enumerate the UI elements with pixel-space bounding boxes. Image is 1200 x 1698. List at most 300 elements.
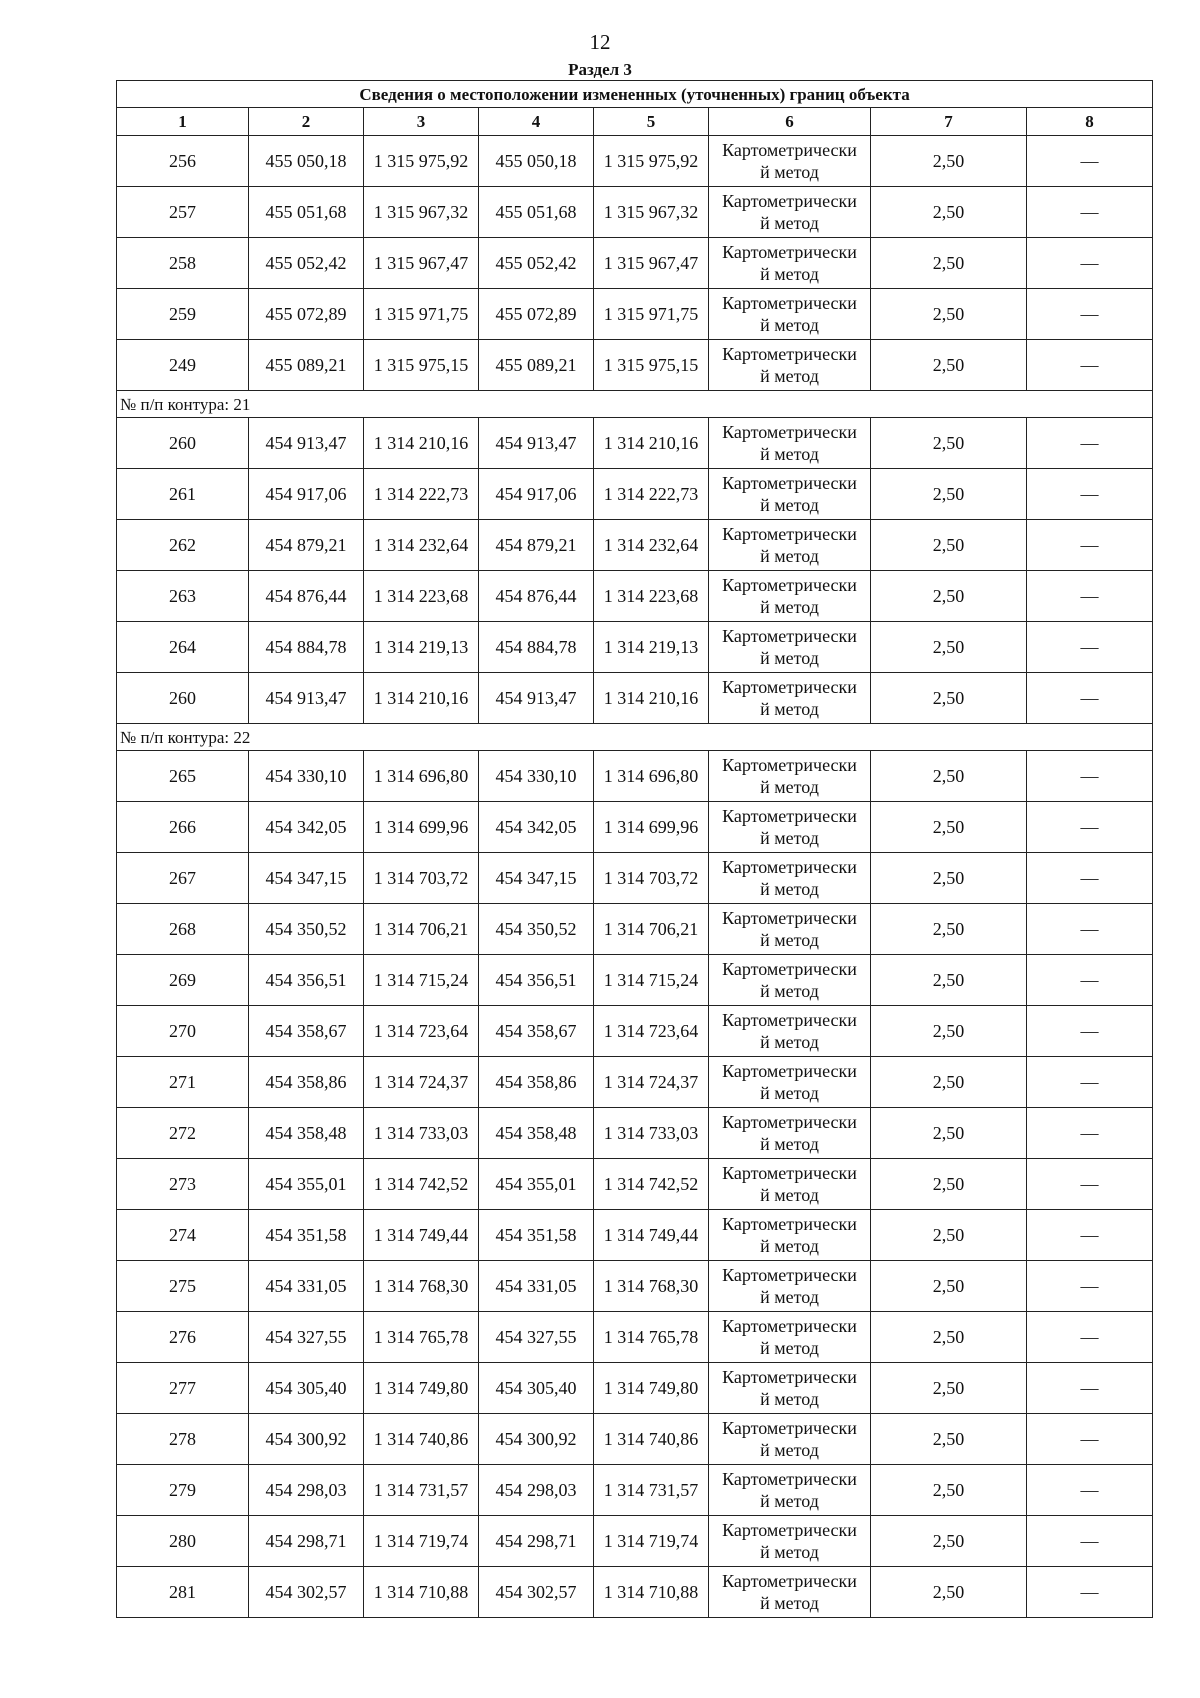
table-row <box>117 469 1153 520</box>
method-line-2: й метод <box>760 930 819 950</box>
point-number: 277 <box>117 1363 249 1414</box>
dash-cell: — <box>1027 238 1153 289</box>
method-line-2: й метод <box>760 366 819 386</box>
method-cell <box>709 1006 871 1057</box>
x-coordinate-new: 454 327,55 <box>479 1312 594 1363</box>
x-coordinate-old: 454 347,15 <box>249 853 364 904</box>
y-coordinate-new: 1 314 740,86 <box>594 1414 709 1465</box>
method-line-2: й метод <box>760 1440 819 1460</box>
dash-cell: — <box>1027 1567 1153 1618</box>
x-coordinate-new: 454 331,05 <box>479 1261 594 1312</box>
method-cell <box>709 1414 871 1465</box>
x-coordinate-new: 454 351,58 <box>479 1210 594 1261</box>
precision-cell: 2,50 <box>871 1159 1027 1210</box>
point-number: 260 <box>117 418 249 469</box>
point-number: 279 <box>117 1465 249 1516</box>
precision-cell: 2,50 <box>871 1567 1027 1618</box>
table-row <box>117 1006 1153 1057</box>
x-coordinate-new: 454 879,21 <box>479 520 594 571</box>
column-number: 6 <box>709 108 871 136</box>
x-coordinate-old: 454 350,52 <box>249 904 364 955</box>
method-cell <box>709 1363 871 1414</box>
method-cell <box>709 1567 871 1618</box>
contour-header-row <box>117 724 1153 751</box>
x-coordinate-new: 454 300,92 <box>479 1414 594 1465</box>
dash-cell: — <box>1027 1465 1153 1516</box>
x-coordinate-new: 454 913,47 <box>479 673 594 724</box>
method-cell <box>709 955 871 1006</box>
precision-cell: 2,50 <box>871 955 1027 1006</box>
point-number: 280 <box>117 1516 249 1567</box>
precision-cell: 2,50 <box>871 904 1027 955</box>
table-row <box>117 289 1153 340</box>
contour-label: № п/п контура: 22 <box>117 724 1153 751</box>
dash-cell: — <box>1027 802 1153 853</box>
table-caption: Сведения о местоположении измененных (уточненных) границ объекта <box>117 81 1153 108</box>
point-number: 269 <box>117 955 249 1006</box>
method-cell <box>709 238 871 289</box>
point-number: 257 <box>117 187 249 238</box>
y-coordinate-old: 1 315 971,75 <box>364 289 479 340</box>
dash-cell: — <box>1027 418 1153 469</box>
table-row <box>117 340 1153 391</box>
column-number: 1 <box>117 108 249 136</box>
y-coordinate-old: 1 314 724,37 <box>364 1057 479 1108</box>
precision-cell: 2,50 <box>871 289 1027 340</box>
y-coordinate-new: 1 314 222,73 <box>594 469 709 520</box>
method-line-2: й метод <box>760 699 819 719</box>
dash-cell: — <box>1027 1108 1153 1159</box>
precision-cell: 2,50 <box>871 187 1027 238</box>
method-cell <box>709 751 871 802</box>
y-coordinate-new: 1 314 703,72 <box>594 853 709 904</box>
method-line-2: й метод <box>760 1491 819 1511</box>
y-coordinate-old: 1 314 723,64 <box>364 1006 479 1057</box>
method-line-1: Картометрически <box>722 1367 857 1387</box>
method-cell <box>709 187 871 238</box>
point-number: 272 <box>117 1108 249 1159</box>
point-number: 276 <box>117 1312 249 1363</box>
method-line-1: Картометрически <box>722 908 857 928</box>
y-coordinate-new: 1 314 706,21 <box>594 904 709 955</box>
x-coordinate-old: 454 298,71 <box>249 1516 364 1567</box>
x-coordinate-new: 454 884,78 <box>479 622 594 673</box>
method-cell <box>709 1159 871 1210</box>
x-coordinate-new: 455 050,18 <box>479 136 594 187</box>
y-coordinate-new: 1 314 232,64 <box>594 520 709 571</box>
coordinates-table <box>116 80 1153 1618</box>
y-coordinate-new: 1 315 967,47 <box>594 238 709 289</box>
precision-cell: 2,50 <box>871 853 1027 904</box>
x-coordinate-old: 454 300,92 <box>249 1414 364 1465</box>
point-number: 278 <box>117 1414 249 1465</box>
dash-cell: — <box>1027 853 1153 904</box>
method-line-1: Картометрически <box>722 575 857 595</box>
table-row <box>117 955 1153 1006</box>
method-cell <box>709 1108 871 1159</box>
method-cell <box>709 1312 871 1363</box>
precision-cell: 2,50 <box>871 1057 1027 1108</box>
y-coordinate-new: 1 314 749,44 <box>594 1210 709 1261</box>
x-coordinate-old: 454 884,78 <box>249 622 364 673</box>
method-line-1: Картометрически <box>722 959 857 979</box>
method-line-2: й метод <box>760 1542 819 1562</box>
precision-cell: 2,50 <box>871 1414 1027 1465</box>
x-coordinate-new: 454 355,01 <box>479 1159 594 1210</box>
table-row <box>117 1159 1153 1210</box>
precision-cell: 2,50 <box>871 571 1027 622</box>
precision-cell: 2,50 <box>871 1108 1027 1159</box>
y-coordinate-old: 1 314 232,64 <box>364 520 479 571</box>
precision-cell: 2,50 <box>871 622 1027 673</box>
method-line-2: й метод <box>760 597 819 617</box>
precision-cell: 2,50 <box>871 340 1027 391</box>
dash-cell: — <box>1027 955 1153 1006</box>
contour-header-row <box>117 391 1153 418</box>
x-coordinate-old: 454 876,44 <box>249 571 364 622</box>
table-row <box>117 751 1153 802</box>
y-coordinate-new: 1 314 710,88 <box>594 1567 709 1618</box>
dash-cell: — <box>1027 469 1153 520</box>
section-title: Раздел 3 <box>568 60 632 79</box>
method-line-1: Картометрически <box>722 1316 857 1336</box>
y-coordinate-old: 1 315 975,92 <box>364 136 479 187</box>
point-number: 258 <box>117 238 249 289</box>
method-line-1: Картометрически <box>722 1469 857 1489</box>
table-row <box>117 1210 1153 1261</box>
x-coordinate-new: 454 305,40 <box>479 1363 594 1414</box>
x-coordinate-new: 454 913,47 <box>479 418 594 469</box>
method-line-2: й метод <box>760 648 819 668</box>
x-coordinate-old: 454 305,40 <box>249 1363 364 1414</box>
table-row <box>117 1465 1153 1516</box>
point-number: 270 <box>117 1006 249 1057</box>
column-number: 3 <box>364 108 479 136</box>
table-row <box>117 1567 1153 1618</box>
table-row <box>117 1414 1153 1465</box>
x-coordinate-old: 455 050,18 <box>249 136 364 187</box>
method-line-2: й метод <box>760 1032 819 1052</box>
method-line-1: Картометрически <box>722 1418 857 1438</box>
x-coordinate-old: 454 356,51 <box>249 955 364 1006</box>
method-line-1: Картометрически <box>722 755 857 775</box>
table-row <box>117 1108 1153 1159</box>
table-row <box>117 802 1153 853</box>
page-number: 12 <box>589 30 611 54</box>
method-line-1: Картометрически <box>722 1571 857 1591</box>
y-coordinate-new: 1 314 696,80 <box>594 751 709 802</box>
point-number: 263 <box>117 571 249 622</box>
table-row <box>117 904 1153 955</box>
x-coordinate-old: 454 358,48 <box>249 1108 364 1159</box>
y-coordinate-old: 1 314 210,16 <box>364 673 479 724</box>
point-number: 249 <box>117 340 249 391</box>
y-coordinate-old: 1 314 715,24 <box>364 955 479 1006</box>
method-line-2: й метод <box>760 264 819 284</box>
x-coordinate-old: 454 913,47 <box>249 418 364 469</box>
y-coordinate-old: 1 314 768,30 <box>364 1261 479 1312</box>
precision-cell: 2,50 <box>871 1363 1027 1414</box>
table-row <box>117 1516 1153 1567</box>
precision-cell: 2,50 <box>871 1006 1027 1057</box>
dash-cell: — <box>1027 751 1153 802</box>
y-coordinate-new: 1 314 742,52 <box>594 1159 709 1210</box>
x-coordinate-old: 454 298,03 <box>249 1465 364 1516</box>
dash-cell: — <box>1027 1006 1153 1057</box>
method-line-1: Картометрически <box>722 1112 857 1132</box>
y-coordinate-old: 1 315 975,15 <box>364 340 479 391</box>
y-coordinate-old: 1 314 223,68 <box>364 571 479 622</box>
precision-cell: 2,50 <box>871 1465 1027 1516</box>
y-coordinate-new: 1 315 967,32 <box>594 187 709 238</box>
precision-cell: 2,50 <box>871 136 1027 187</box>
x-coordinate-old: 454 879,21 <box>249 520 364 571</box>
method-cell <box>709 1465 871 1516</box>
x-coordinate-new: 454 347,15 <box>479 853 594 904</box>
x-coordinate-new: 454 917,06 <box>479 469 594 520</box>
method-cell <box>709 853 871 904</box>
x-coordinate-new: 454 330,10 <box>479 751 594 802</box>
method-cell <box>709 136 871 187</box>
y-coordinate-old: 1 314 219,13 <box>364 622 479 673</box>
method-line-2: й метод <box>760 1287 819 1307</box>
point-number: 264 <box>117 622 249 673</box>
table-row <box>117 520 1153 571</box>
precision-cell: 2,50 <box>871 238 1027 289</box>
method-line-2: й метод <box>760 1083 819 1103</box>
table-body <box>117 136 1153 1618</box>
x-coordinate-new: 454 350,52 <box>479 904 594 955</box>
x-coordinate-old: 454 331,05 <box>249 1261 364 1312</box>
method-line-2: й метод <box>760 828 819 848</box>
y-coordinate-new: 1 314 210,16 <box>594 673 709 724</box>
x-coordinate-new: 455 089,21 <box>479 340 594 391</box>
x-coordinate-old: 455 052,42 <box>249 238 364 289</box>
method-line-1: Картометрически <box>722 473 857 493</box>
x-coordinate-old: 454 917,06 <box>249 469 364 520</box>
x-coordinate-new: 455 052,42 <box>479 238 594 289</box>
x-coordinate-new: 454 298,71 <box>479 1516 594 1567</box>
method-line-1: Картометрически <box>722 806 857 826</box>
y-coordinate-old: 1 315 967,32 <box>364 187 479 238</box>
y-coordinate-old: 1 314 222,73 <box>364 469 479 520</box>
point-number: 261 <box>117 469 249 520</box>
table-row <box>117 673 1153 724</box>
y-coordinate-old: 1 314 706,21 <box>364 904 479 955</box>
dash-cell: — <box>1027 1210 1153 1261</box>
column-number: 8 <box>1027 108 1153 136</box>
y-coordinate-old: 1 314 749,80 <box>364 1363 479 1414</box>
point-number: 268 <box>117 904 249 955</box>
dash-cell: — <box>1027 340 1153 391</box>
x-coordinate-old: 454 330,10 <box>249 751 364 802</box>
method-line-2: й метод <box>760 444 819 464</box>
y-coordinate-old: 1 314 733,03 <box>364 1108 479 1159</box>
y-coordinate-old: 1 314 740,86 <box>364 1414 479 1465</box>
precision-cell: 2,50 <box>871 751 1027 802</box>
method-line-2: й метод <box>760 162 819 182</box>
y-coordinate-old: 1 314 731,57 <box>364 1465 479 1516</box>
method-line-1: Картометрически <box>722 1163 857 1183</box>
dash-cell: — <box>1027 1261 1153 1312</box>
method-cell <box>709 904 871 955</box>
table-row <box>117 418 1153 469</box>
method-cell <box>709 289 871 340</box>
precision-cell: 2,50 <box>871 673 1027 724</box>
x-coordinate-old: 454 358,67 <box>249 1006 364 1057</box>
method-cell <box>709 622 871 673</box>
method-line-2: й метод <box>760 879 819 899</box>
table-row <box>117 136 1153 187</box>
method-cell <box>709 340 871 391</box>
x-coordinate-old: 454 327,55 <box>249 1312 364 1363</box>
column-number: 7 <box>871 108 1027 136</box>
method-line-1: Картометрически <box>722 626 857 646</box>
table-row <box>117 1312 1153 1363</box>
method-line-2: й метод <box>760 213 819 233</box>
y-coordinate-old: 1 314 699,96 <box>364 802 479 853</box>
precision-cell: 2,50 <box>871 520 1027 571</box>
dash-cell: — <box>1027 622 1153 673</box>
x-coordinate-new: 454 356,51 <box>479 955 594 1006</box>
x-coordinate-old: 454 342,05 <box>249 802 364 853</box>
x-coordinate-new: 454 302,57 <box>479 1567 594 1618</box>
method-line-2: й метод <box>760 495 819 515</box>
precision-cell: 2,50 <box>871 469 1027 520</box>
table-row <box>117 1057 1153 1108</box>
method-cell <box>709 802 871 853</box>
x-coordinate-old: 454 358,86 <box>249 1057 364 1108</box>
method-line-1: Картометрически <box>722 1061 857 1081</box>
table-row <box>117 238 1153 289</box>
point-number: 273 <box>117 1159 249 1210</box>
method-line-2: й метод <box>760 1185 819 1205</box>
method-line-1: Картометрически <box>722 1520 857 1540</box>
dash-cell: — <box>1027 520 1153 571</box>
y-coordinate-old: 1 314 703,72 <box>364 853 479 904</box>
x-coordinate-new: 455 051,68 <box>479 187 594 238</box>
table-row <box>117 622 1153 673</box>
x-coordinate-new: 455 072,89 <box>479 289 594 340</box>
y-coordinate-new: 1 314 765,78 <box>594 1312 709 1363</box>
point-number: 281 <box>117 1567 249 1618</box>
x-coordinate-old: 454 355,01 <box>249 1159 364 1210</box>
table-row <box>117 571 1153 622</box>
method-line-1: Картометрически <box>722 857 857 877</box>
method-cell <box>709 418 871 469</box>
y-coordinate-new: 1 314 219,13 <box>594 622 709 673</box>
y-coordinate-old: 1 314 696,80 <box>364 751 479 802</box>
x-coordinate-old: 455 072,89 <box>249 289 364 340</box>
column-number: 5 <box>594 108 709 136</box>
method-line-1: Картометрически <box>722 1010 857 1030</box>
y-coordinate-new: 1 314 719,74 <box>594 1516 709 1567</box>
y-coordinate-old: 1 314 749,44 <box>364 1210 479 1261</box>
column-number-row <box>117 108 1153 136</box>
method-line-2: й метод <box>760 777 819 797</box>
x-coordinate-new: 454 358,86 <box>479 1057 594 1108</box>
y-coordinate-new: 1 315 975,15 <box>594 340 709 391</box>
x-coordinate-new: 454 358,67 <box>479 1006 594 1057</box>
method-line-1: Картометрически <box>722 191 857 211</box>
x-coordinate-old: 454 302,57 <box>249 1567 364 1618</box>
method-cell <box>709 1516 871 1567</box>
method-line-1: Картометрически <box>722 140 857 160</box>
method-line-2: й метод <box>760 546 819 566</box>
method-line-1: Картометрически <box>722 344 857 364</box>
y-coordinate-old: 1 314 719,74 <box>364 1516 479 1567</box>
point-number: 259 <box>117 289 249 340</box>
method-cell <box>709 1261 871 1312</box>
method-cell <box>709 520 871 571</box>
point-number: 256 <box>117 136 249 187</box>
y-coordinate-new: 1 314 210,16 <box>594 418 709 469</box>
precision-cell: 2,50 <box>871 418 1027 469</box>
method-line-2: й метод <box>760 1338 819 1358</box>
y-coordinate-new: 1 314 699,96 <box>594 802 709 853</box>
point-number: 266 <box>117 802 249 853</box>
table-row <box>117 1261 1153 1312</box>
y-coordinate-new: 1 314 768,30 <box>594 1261 709 1312</box>
point-number: 262 <box>117 520 249 571</box>
method-line-1: Картометрически <box>722 1214 857 1234</box>
method-line-2: й метод <box>760 1593 819 1613</box>
y-coordinate-new: 1 314 733,03 <box>594 1108 709 1159</box>
point-number: 260 <box>117 673 249 724</box>
dash-cell: — <box>1027 187 1153 238</box>
method-cell <box>709 571 871 622</box>
x-coordinate-old: 455 089,21 <box>249 340 364 391</box>
precision-cell: 2,50 <box>871 1516 1027 1567</box>
y-coordinate-new: 1 314 724,37 <box>594 1057 709 1108</box>
precision-cell: 2,50 <box>871 1312 1027 1363</box>
method-line-1: Картометрически <box>722 524 857 544</box>
precision-cell: 2,50 <box>871 1261 1027 1312</box>
method-line-1: Картометрически <box>722 677 857 697</box>
y-coordinate-new: 1 314 715,24 <box>594 955 709 1006</box>
method-line-1: Картометрически <box>722 242 857 262</box>
method-line-2: й метод <box>760 1134 819 1154</box>
method-line-1: Картометрически <box>722 422 857 442</box>
x-coordinate-new: 454 298,03 <box>479 1465 594 1516</box>
dash-cell: — <box>1027 1159 1153 1210</box>
point-number: 265 <box>117 751 249 802</box>
x-coordinate-old: 454 913,47 <box>249 673 364 724</box>
dash-cell: — <box>1027 571 1153 622</box>
method-cell <box>709 1057 871 1108</box>
point-number: 267 <box>117 853 249 904</box>
method-line-2: й метод <box>760 981 819 1001</box>
column-number: 2 <box>249 108 364 136</box>
dash-cell: — <box>1027 136 1153 187</box>
y-coordinate-old: 1 314 765,78 <box>364 1312 479 1363</box>
y-coordinate-old: 1 314 710,88 <box>364 1567 479 1618</box>
dash-cell: — <box>1027 1414 1153 1465</box>
dash-cell: — <box>1027 1312 1153 1363</box>
x-coordinate-new: 454 358,48 <box>479 1108 594 1159</box>
x-coordinate-new: 454 342,05 <box>479 802 594 853</box>
method-line-2: й метод <box>760 1236 819 1256</box>
method-line-2: й метод <box>760 315 819 335</box>
precision-cell: 2,50 <box>871 1210 1027 1261</box>
y-coordinate-old: 1 314 742,52 <box>364 1159 479 1210</box>
dash-cell: — <box>1027 1363 1153 1414</box>
y-coordinate-new: 1 314 223,68 <box>594 571 709 622</box>
point-number: 271 <box>117 1057 249 1108</box>
method-cell <box>709 469 871 520</box>
point-number: 274 <box>117 1210 249 1261</box>
y-coordinate-new: 1 315 975,92 <box>594 136 709 187</box>
